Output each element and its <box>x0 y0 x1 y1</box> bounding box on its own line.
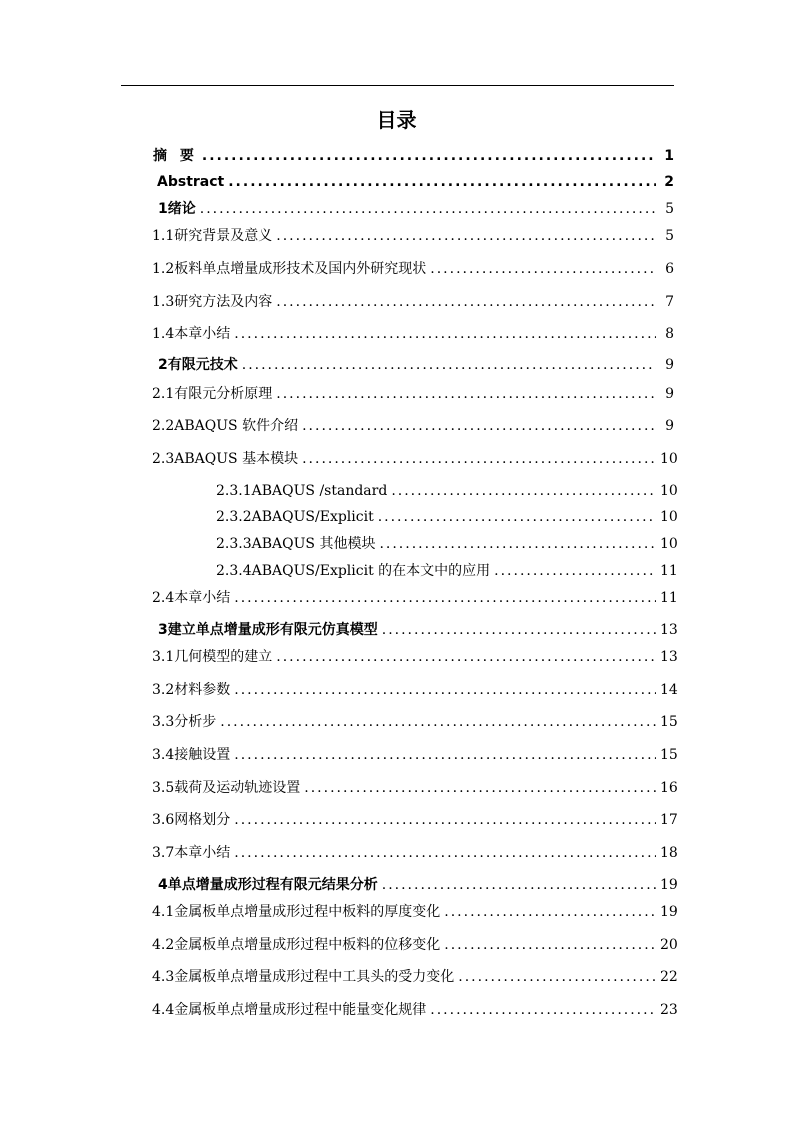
toc-entry-title: 金属板单点增量成形过程中工具头的受力变化 <box>174 969 455 985</box>
toc-entry-number: 3.7 <box>152 845 175 861</box>
toc-leader-dots <box>234 325 656 343</box>
toc-entry-title: 研究背景及意义 <box>174 228 273 244</box>
toc-entry-page: 1 <box>664 148 674 164</box>
toc-leader-dots <box>444 903 656 921</box>
toc-leader-dots <box>430 1001 656 1019</box>
toc-entry-number: 2 <box>158 357 168 373</box>
toc-entry-2-3-1[interactable] <box>216 482 678 500</box>
toc-entry-number: 3.1 <box>152 649 175 665</box>
toc-entry-title: Abstract <box>157 174 225 190</box>
toc-entry-title: 本章小结 <box>174 590 231 606</box>
toc-leader-dots <box>276 293 656 311</box>
toc-entry-title: 单点增量成形过程有限元结果分析 <box>167 877 378 893</box>
toc-leader-dots <box>430 260 656 278</box>
toc-entry-number: 2.2 <box>152 418 175 434</box>
toc-entry-page: 17 <box>660 812 678 828</box>
toc-entry-title: 本章小结 <box>174 845 231 861</box>
toc-entry-title: ABAQUS 软件介绍 <box>174 418 299 434</box>
toc-entry-page: 10 <box>660 483 678 499</box>
toc-leader-dots <box>494 562 656 580</box>
toc-entry-3-3[interactable] <box>152 713 678 731</box>
toc-entry-title: 接触设置 <box>174 747 231 763</box>
toc-entry-title: 板料单点增量成形技术及国内外研究现状 <box>174 261 427 277</box>
toc-leader-dots <box>276 385 656 403</box>
toc-entry-chapter-1[interactable] <box>152 200 674 218</box>
toc-entry-number: 4.3 <box>152 969 175 985</box>
toc-entry-number: 1.1 <box>152 228 175 244</box>
toc-entry-page: 20 <box>660 937 678 953</box>
toc-entry-title: 网格划分 <box>174 812 231 828</box>
toc-leader-dots <box>220 713 656 731</box>
toc-entry-number: 3.3 <box>152 714 175 730</box>
toc-entry-page: 19 <box>660 877 678 893</box>
toc-entry-number: 2.1 <box>152 386 175 402</box>
toc-entry-title: 本章小结 <box>174 326 231 342</box>
toc-entry-title: 分析步 <box>174 714 217 730</box>
toc-entry-number: 4.1 <box>152 904 175 920</box>
toc-entry-3-6[interactable] <box>152 811 678 829</box>
toc-entry-2-3-4[interactable] <box>216 562 678 580</box>
toc-entry-number: 2.3.3 <box>216 536 252 552</box>
toc-entry-number: 1 <box>158 201 168 217</box>
toc-entry-page: 10 <box>660 509 678 525</box>
toc-entry-page: 9 <box>665 357 674 373</box>
toc-leader-dots <box>228 173 656 191</box>
toc-entry-page: 14 <box>660 682 678 698</box>
header-rule <box>121 85 674 86</box>
toc-leader-dots <box>391 482 656 500</box>
toc-entry-number: 4.4 <box>152 1002 175 1018</box>
toc-entry-title: 有限元分析原理 <box>174 386 273 402</box>
toc-entry-number: 1.4 <box>152 326 175 342</box>
toc-entry-title: 摘 要 <box>153 148 198 164</box>
toc-leader-dots <box>276 648 656 666</box>
toc-entry-number: 2.4 <box>152 590 175 606</box>
toc-entry-page: 15 <box>660 714 678 730</box>
toc-entry-number: 1.2 <box>152 261 175 277</box>
toc-leader-dots <box>276 227 656 245</box>
toc-entry-number: 1.3 <box>152 294 175 310</box>
toc-entry-page: 9 <box>665 386 674 402</box>
toc-entry-1-1[interactable] <box>152 227 674 245</box>
toc-entry-page: 16 <box>660 780 678 796</box>
toc-entry-number: 3.5 <box>152 780 175 796</box>
toc-leader-dots <box>234 811 656 829</box>
toc-entry-title: ABAQUS/Explicit <box>251 509 374 525</box>
toc-entry-title: ABAQUS /standard <box>251 483 388 499</box>
toc-leader-dots <box>304 779 656 797</box>
toc-entry-page: 7 <box>665 294 674 310</box>
toc-entry-title: 载荷及运动轨迹设置 <box>174 780 301 796</box>
toc-entry-3-7[interactable] <box>152 844 678 862</box>
toc-entry-title: 几何模型的建立 <box>174 649 273 665</box>
toc-entry-number: 2.3.2 <box>216 509 252 525</box>
toc-entry-1-2[interactable] <box>152 260 674 278</box>
toc-entry-page: 6 <box>665 261 674 277</box>
toc-entry-abstract-en[interactable] <box>157 173 674 191</box>
toc-leader-dots <box>234 746 656 764</box>
toc-entry-page: 5 <box>665 228 674 244</box>
toc-entry-page: 22 <box>660 969 678 985</box>
toc-entry-page: 2 <box>664 174 674 190</box>
toc-entry-title: 有限元技术 <box>167 357 238 373</box>
toc-entry-2-4[interactable] <box>152 589 678 607</box>
toc-leader-dots <box>202 147 656 165</box>
toc-entry-number: 3.6 <box>152 812 175 828</box>
toc-entry-page: 10 <box>660 536 678 552</box>
toc-entry-2-3-3[interactable] <box>216 535 678 553</box>
toc-entry-title: 金属板单点增量成形过程中板料的位移变化 <box>174 937 441 953</box>
toc-entry-chapter-3[interactable] <box>152 621 678 639</box>
toc-entry-1-4[interactable] <box>152 325 674 343</box>
toc-entry-title: 金属板单点增量成形过程中能量变化规律 <box>174 1002 427 1018</box>
toc-entry-page: 9 <box>665 418 674 434</box>
toc-entry-page: 19 <box>660 904 678 920</box>
toc-entry-number: 3.4 <box>152 747 175 763</box>
toc-entry-4-1[interactable] <box>152 903 678 921</box>
toc-entry-title: 绪论 <box>167 201 196 217</box>
toc-entry-page: 13 <box>660 649 678 665</box>
toc-entry-4-4[interactable] <box>152 1001 678 1019</box>
toc-entry-title: ABAQUS 基本模块 <box>174 451 299 467</box>
toc-entry-title: ABAQUS/Explicit 的在本文中的应用 <box>251 563 491 579</box>
toc-leader-dots <box>234 589 656 607</box>
toc-entry-2-3[interactable] <box>152 450 678 468</box>
toc-leader-dots <box>378 508 656 526</box>
toc-entry-chapter-2[interactable] <box>152 356 674 374</box>
toc-leader-dots <box>379 535 656 553</box>
toc-entry-number: 3.2 <box>152 682 175 698</box>
toc-entry-number: 2.3.4 <box>216 563 252 579</box>
toc-leader-dots <box>234 681 656 699</box>
toc-entry-page: 10 <box>660 451 678 467</box>
toc-leader-dots <box>458 968 656 986</box>
toc-entry-page: 5 <box>665 201 674 217</box>
toc-entry-chapter-4[interactable] <box>152 876 678 894</box>
toc-entry-abstract-cn[interactable] <box>153 147 674 165</box>
toc-entry-page: 23 <box>660 1002 678 1018</box>
toc-entry-3-4[interactable] <box>152 746 678 764</box>
toc-leader-dots <box>234 844 656 862</box>
toc-entry-title: 建立单点增量成形有限元仿真模型 <box>167 622 378 638</box>
toc-leader-dots <box>302 417 656 435</box>
toc-entry-page: 11 <box>660 563 678 579</box>
toc-entry-3-5[interactable] <box>152 779 678 797</box>
toc-entry-3-2[interactable] <box>152 681 678 699</box>
toc-leader-dots <box>444 936 656 954</box>
toc-entry-title: 材料参数 <box>174 682 231 698</box>
toc-entry-2-2[interactable] <box>152 417 674 435</box>
toc-leader-dots <box>382 621 656 639</box>
toc-leader-dots <box>302 450 656 468</box>
toc-entry-title: 金属板单点增量成形过程中板料的厚度变化 <box>174 904 441 920</box>
toc-leader-dots <box>382 876 656 894</box>
toc-leader-dots <box>200 200 656 218</box>
toc-entry-number: 4.2 <box>152 937 175 953</box>
toc-entry-number: 2.3.1 <box>216 483 252 499</box>
toc-entry-page: 8 <box>665 326 674 342</box>
toc-entry-title: 研究方法及内容 <box>174 294 273 310</box>
toc-entry-number: 2.3 <box>152 451 175 467</box>
page-title: 目录 <box>376 108 417 132</box>
toc-leader-dots <box>242 356 656 374</box>
toc-entry-page: 18 <box>660 845 678 861</box>
toc-entry-2-3-2[interactable] <box>216 508 678 526</box>
toc-entry-2-1[interactable] <box>152 385 674 403</box>
toc-entry-4-2[interactable] <box>152 936 678 954</box>
toc-entry-1-3[interactable] <box>152 293 674 311</box>
toc-entry-page: 15 <box>660 747 678 763</box>
toc-entry-page: 13 <box>660 622 678 638</box>
toc-entry-number: 4 <box>158 877 168 893</box>
toc-entry-3-1[interactable] <box>152 648 678 666</box>
toc-entry-title: ABAQUS 其他模块 <box>251 536 376 552</box>
toc-entry-4-3[interactable] <box>152 968 678 986</box>
toc-entry-page: 11 <box>660 590 678 606</box>
toc-entry-number: 3 <box>158 622 168 638</box>
